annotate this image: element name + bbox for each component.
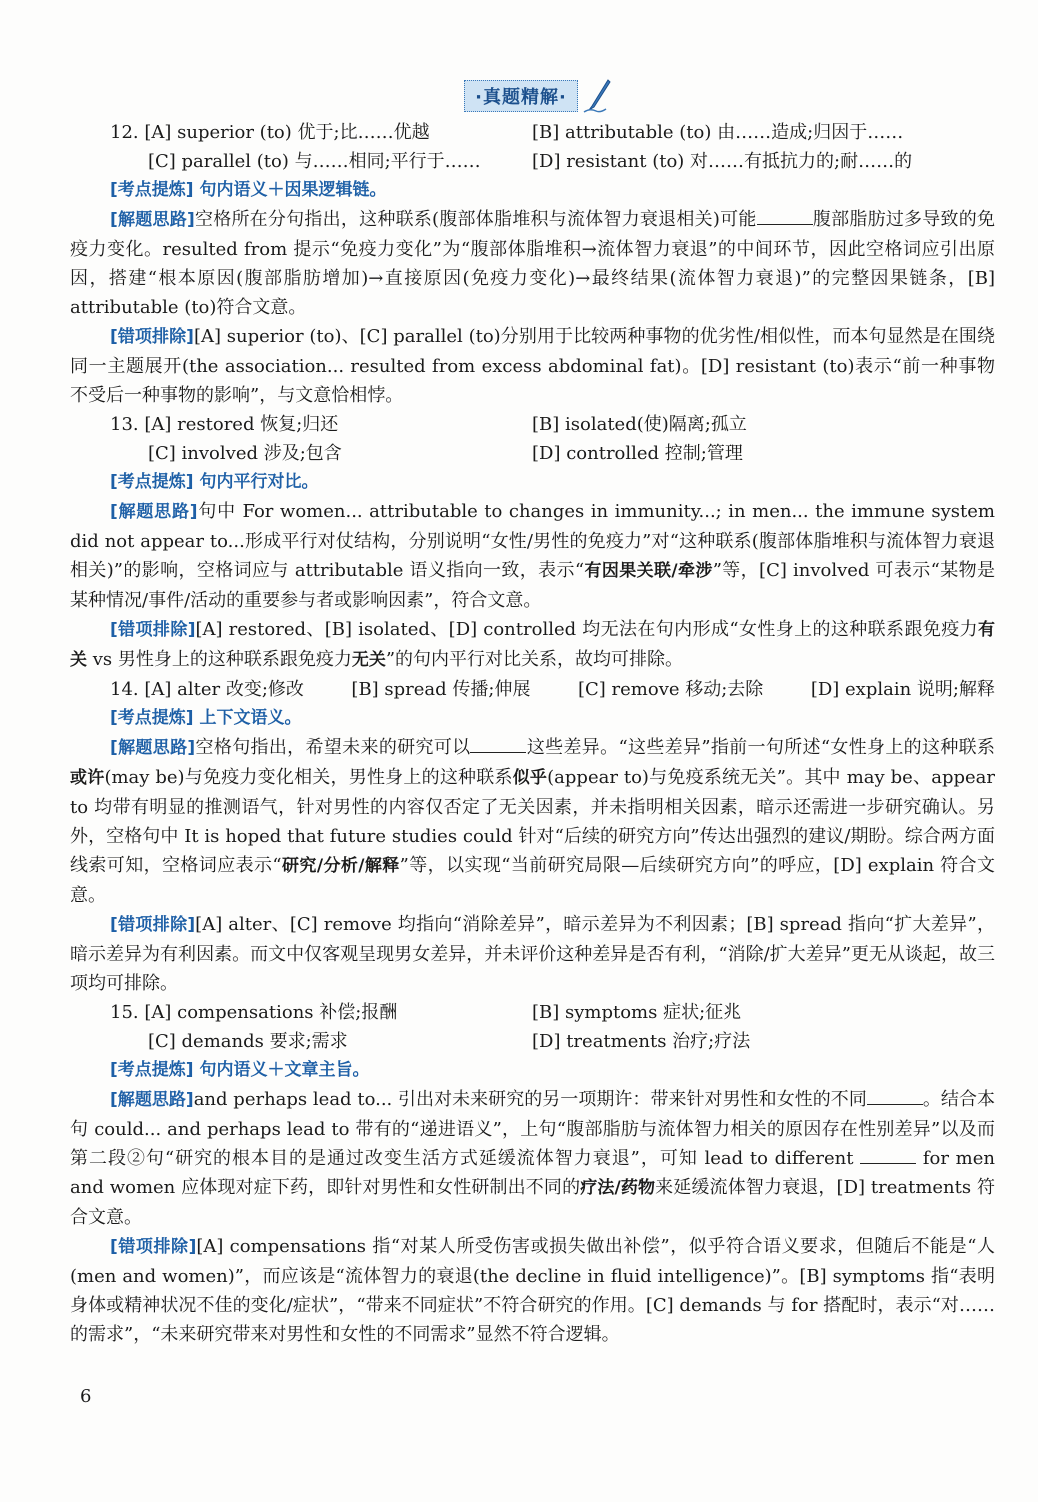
explanation-jieti	[70, 497, 995, 615]
question-13	[70, 410, 995, 675]
kaodian-text: 句内语义＋因果逻辑链。	[199, 180, 387, 200]
text-segment: 空格句指出，希望未来的研究可以	[195, 737, 471, 758]
label-kaodian: [考点提炼]	[110, 1060, 194, 1080]
section-header	[0, 78, 1038, 114]
question-15	[70, 998, 995, 1349]
emphasis-text: 有关	[70, 620, 996, 670]
option-d: [D] explain 说明;解释	[810, 679, 995, 700]
option-b: [B] attributable (to) 由……造成;归因于……	[532, 122, 904, 143]
text-segment: 句中 For women... attributable to changes in immunity...; in men... the immune system did not appear to...形成平行对仗结构，分别说明“女性/男性的免疫力”对“这种联系(腹部体脂堆积与流体智力衰退相关)”的影响，空格词应与 attributable 语义指向一致，表示“	[70, 501, 995, 581]
emphasis-text: 无关	[351, 650, 386, 670]
option-b: [B] isolated(使)隔离;孤立	[532, 414, 747, 435]
text-segment: ”的句内平行对比关系，故均可排除。	[385, 649, 684, 670]
explanation-cuoxiang	[70, 910, 995, 998]
option-text: [A] superior (to) 优于;比……优越	[144, 122, 430, 143]
question-number: 12.	[110, 122, 139, 143]
question-number: 13.	[110, 414, 139, 435]
text-segment: ”等，以实现“当前研究局限—后续研究方向”的呼应，[D] explain 符合文意。	[70, 855, 995, 906]
label-kaodian: [考点提炼]	[110, 472, 194, 492]
option-a	[70, 118, 532, 147]
explanation-jieti	[70, 1085, 995, 1232]
answer-blank	[867, 1088, 923, 1105]
section-title-badge: ·真题精解·	[464, 80, 578, 112]
text-segment: for men and women 应体现对症下药，即针对男性和女性研制出不同的	[70, 1148, 995, 1198]
option-a	[70, 410, 532, 439]
options-row	[70, 675, 995, 704]
option-text: [A] compensations 补偿;报酬	[144, 1002, 398, 1023]
answer-blank	[860, 1147, 916, 1164]
explanation-kaodian	[70, 468, 995, 497]
option-d: [D] treatments 治疗;疗法	[532, 1031, 751, 1052]
emphasis-text: 或许	[70, 768, 105, 788]
option-b: [B] symptoms 症状;征兆	[532, 1002, 742, 1023]
label-jieti: [解题思路]	[110, 738, 196, 758]
answer-explanations	[70, 118, 995, 1349]
explanation-cuoxiang	[70, 1232, 995, 1349]
label-cuoxiang: [错项排除]	[110, 1237, 197, 1257]
kaodian-text: 上下文语义。	[199, 708, 302, 728]
option-text: [A] alter 改变;修改	[144, 679, 304, 700]
text-segment: 。结合本句 could... and perhaps lead to 带有的“递进语义”，上句“腹部脂肪与流体智力相关的原因存在性别差异”以及而第二段②句“研究的根本目的是通过改变生活方式延缓流体智力衰退”，可知 lead to different	[70, 1089, 995, 1169]
label-cuoxiang: [错项排除]	[110, 620, 196, 640]
emphasis-text: 疗法/药物	[580, 1178, 656, 1198]
emphasis-text: 似乎	[512, 768, 548, 788]
question-12	[70, 118, 995, 410]
text-segment: vs 男性身上的这种联系跟免疫力	[87, 649, 352, 670]
option-c: [C] demands 要求;需求	[148, 1031, 348, 1052]
explanation-cuoxiang	[70, 322, 995, 410]
option-d: [D] controlled 控制;管理	[532, 443, 743, 464]
text-segment: [A] compensations 指“对某人所受伤害或损失做出补偿”，似乎符合语义要求，但随后不能是“人(men and women)”，而应该是“流体智力的衰退(the decline in fluid intelligence)”。[B] symptoms 指“表明身体或精神状况不佳的变化/症状”，“带来不同症状”不符合研究的作用。[C] demands 与 for 搭配时，表示“对……的需求”，“未来研究带来对男性和女性的不同需求”显然不符合逻辑。	[70, 1236, 995, 1345]
pen-icon	[580, 78, 614, 114]
option-c: [C] involved 涉及;包含	[148, 443, 342, 464]
option-a	[70, 998, 532, 1027]
label-kaodian: [考点提炼]	[110, 180, 194, 200]
explanation-jieti	[70, 733, 995, 910]
options-grid	[70, 118, 995, 176]
emphasis-text: 研究/分析/解释	[281, 856, 400, 876]
text-segment: (appear to)与免疫系统无关”。其中 may be、appear to 均带有明显的推测语气，针对男性的内容仅否定了无关因素，并未指明相关因素，暗示还需进一步研究确认。另外，空格句中 It is hoped that future studies could 针对“后续的研究方向”传达出强烈的建议/期盼。综合两方面线索可知，空格词应表示“	[70, 767, 995, 876]
text-segment: ”等，[C] involved 可表示“某物是某种情况/事件/活动的重要参与者或影响因素”，符合文意。	[70, 560, 995, 611]
text-segment: (may be)与免疫力变化相关，男性身上的这种联系	[104, 767, 513, 788]
option-text: [A] restored 恢复;归还	[144, 414, 339, 435]
explanation-kaodian	[70, 704, 995, 733]
option-c: [C] parallel (to) 与……相同;平行于……	[148, 151, 481, 172]
explanation-jieti	[70, 205, 995, 322]
label-cuoxiang: [错项排除]	[110, 915, 196, 935]
kaodian-text: 句内平行对比。	[199, 472, 319, 492]
text-segment: [A] superior (to)、[C] parallel (to)分别用于比较两种事物的优劣性/相似性，而本句显然是在围绕同一主题展开(the association... resulted from excess abdominal fat)。[D] resistant (to)表示“前一种事物不受后一种事物的影响”，与文意恰相悖。	[70, 326, 995, 406]
label-jieti: [解题思路]	[110, 502, 198, 522]
text-segment: 腹部脂肪过多导致的免疫力变化。resulted from 提示“免疫力变化”为“腹部体脂堆积→流体智力衰退”的中间环节，因此空格词应引出原因，搭建“根本原因(腹部脂肪增加)→直接原因(免疫力变化)→最终结果(流体智力衰退)”的完整因果链条，[B] attributable (to)符合文意。	[70, 209, 996, 318]
emphasis-text: 有因果关联/牵涉	[584, 561, 713, 581]
text-segment: [A] alter、[C] remove 均指向“消除差异”，暗示差异为不利因素；[B] spread 指向“扩大差异”，暗示差异为有利因素。而文中仅客观呈现男女差异，并未评价这种差异是否有利，“消除/扩大差异”更无从谈起，故三项均可排除。	[70, 914, 995, 994]
question-14	[70, 675, 995, 998]
question-number: 15.	[110, 1002, 139, 1023]
option-a	[110, 675, 304, 704]
option-c: [C] remove 移动;去除	[578, 679, 764, 700]
label-kaodian: [考点提炼]	[110, 708, 194, 728]
explanation-kaodian	[70, 176, 995, 205]
option-d: [D] resistant (to) 对……有抵抗力的;耐……的	[532, 151, 913, 172]
options-grid	[70, 410, 995, 468]
text-segment: 这些差异。“这些差异”指前一句所述“女性身上的这种联系	[526, 737, 996, 758]
page-number: 6	[80, 1386, 92, 1407]
answer-blank	[470, 736, 526, 753]
question-number: 14.	[110, 679, 139, 700]
text-segment: 空格所在分句指出，这种联系(腹部体脂堆积与流体智力衰退相关)可能	[194, 209, 757, 230]
label-jieti: [解题思路]	[110, 210, 195, 230]
answer-blank	[757, 208, 813, 225]
label-jieti: [解题思路]	[110, 1090, 194, 1110]
options-grid	[70, 998, 995, 1056]
kaodian-text: 句内语义＋文章主旨。	[199, 1060, 370, 1080]
option-b: [B] spread 传播;伸展	[351, 679, 531, 700]
text-segment: [A] restored、[B] isolated、[D] controlled 均无法在句内形成“女性身上的这种联系跟免疫力	[195, 619, 979, 640]
explanation-cuoxiang	[70, 615, 995, 675]
explanation-kaodian	[70, 1056, 995, 1085]
label-cuoxiang: [错项排除]	[110, 327, 194, 347]
text-segment: 来延缓流体智力衰退，[D] treatments 符合文意。	[70, 1177, 995, 1228]
text-segment: and perhaps lead to... 引出对未来研究的另一项期许：带来针对男性和女性的不同	[193, 1089, 867, 1110]
